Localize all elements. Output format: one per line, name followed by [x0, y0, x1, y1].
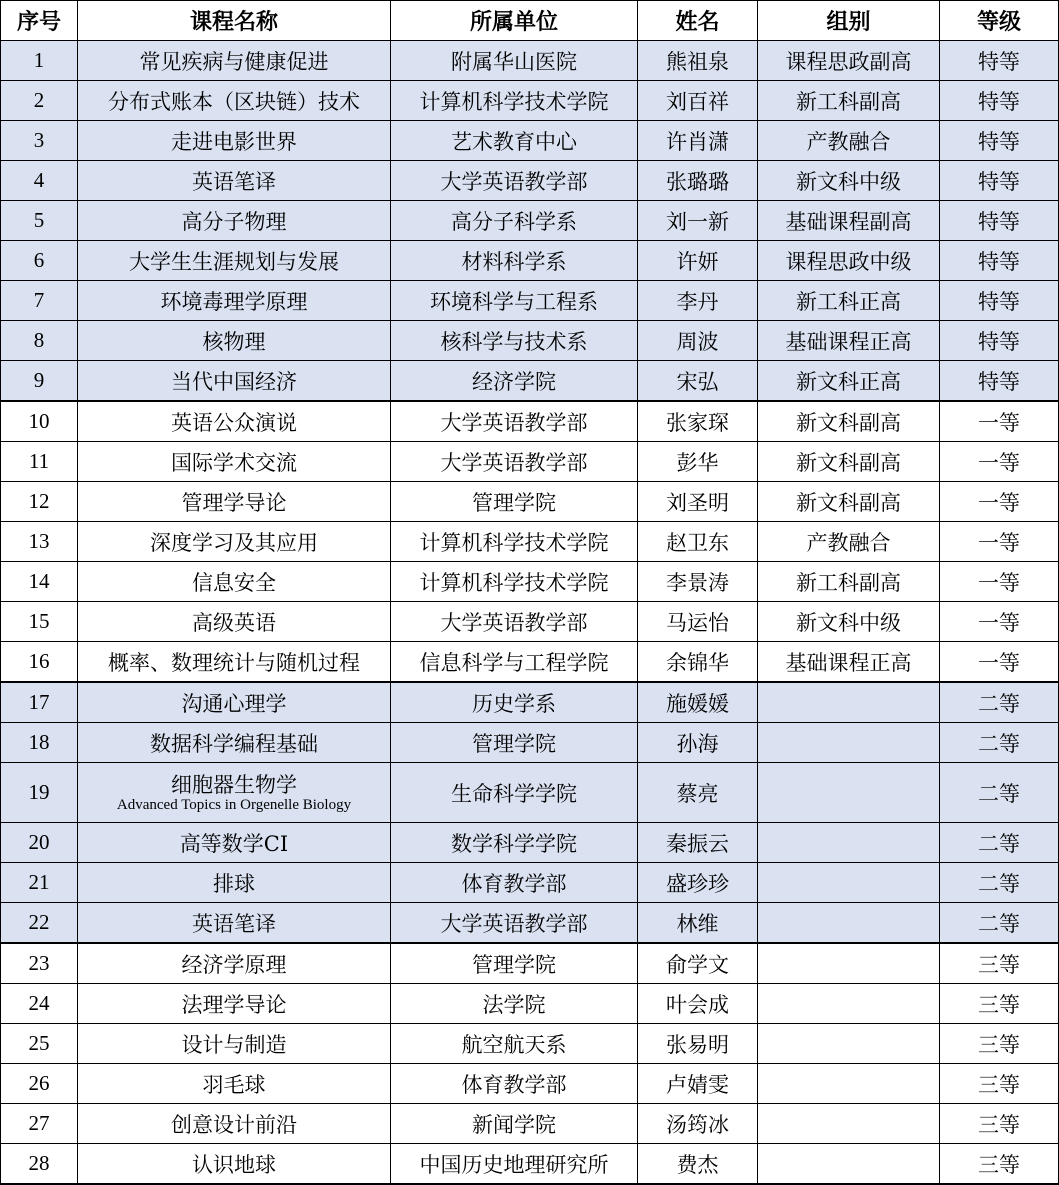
table-row	[1, 562, 1059, 602]
cell-no: 21	[1, 863, 78, 903]
cell-unit: 管理学院	[391, 723, 638, 763]
cell-course: 分布式账本（区块链）技术	[78, 81, 391, 121]
table-row	[1, 201, 1059, 241]
cell-level: 一等	[940, 642, 1059, 683]
cell-unit: 核科学与技术系	[391, 321, 638, 361]
cell-no: 25	[1, 1024, 78, 1064]
cell-name: 俞学文	[638, 943, 758, 984]
cell-level: 特等	[940, 321, 1059, 361]
cell-group: 新工科副高	[758, 562, 940, 602]
cell-course: 核物理	[78, 321, 391, 361]
cell-name: 叶会成	[638, 984, 758, 1024]
cell-unit: 中国历史地理研究所	[391, 1144, 638, 1185]
cell-name: 施媛媛	[638, 682, 758, 723]
cell-level: 三等	[940, 984, 1059, 1024]
cell-course: 设计与制造	[78, 1024, 391, 1064]
cell-course: 走进电影世界	[78, 121, 391, 161]
cell-level: 三等	[940, 943, 1059, 984]
cell-name: 林维	[638, 903, 758, 944]
cell-group	[758, 682, 940, 723]
cell-group	[758, 984, 940, 1024]
table-row	[1, 241, 1059, 281]
cell-unit: 信息科学与工程学院	[391, 642, 638, 683]
header-unit: 所属单位	[391, 1, 638, 41]
cell-course: 认识地球	[78, 1144, 391, 1185]
cell-name: 刘圣明	[638, 482, 758, 522]
table-body	[1, 41, 1059, 1185]
cell-no: 12	[1, 482, 78, 522]
cell-no: 9	[1, 361, 78, 402]
cell-level: 三等	[940, 1144, 1059, 1185]
cell-unit: 艺术教育中心	[391, 121, 638, 161]
cell-level: 特等	[940, 281, 1059, 321]
cell-unit: 体育教学部	[391, 1064, 638, 1104]
cell-group	[758, 943, 940, 984]
cell-name: 李景涛	[638, 562, 758, 602]
cell-name: 张家琛	[638, 401, 758, 442]
course-title-en: Advanced Topics in Orgenelle Biology	[116, 796, 352, 813]
cell-name: 彭华	[638, 442, 758, 482]
table-row	[1, 682, 1059, 723]
table-row	[1, 321, 1059, 361]
cell-no: 11	[1, 442, 78, 482]
cell-level: 特等	[940, 41, 1059, 81]
cell-name: 盛珍珍	[638, 863, 758, 903]
cell-no: 3	[1, 121, 78, 161]
table-row	[1, 823, 1059, 863]
cell-course: 高分子物理	[78, 201, 391, 241]
cell-name: 张璐璐	[638, 161, 758, 201]
cell-name: 宋弘	[638, 361, 758, 402]
cell-group: 新文科副高	[758, 401, 940, 442]
cell-group	[758, 723, 940, 763]
table-row	[1, 121, 1059, 161]
cell-course: 高等数学CI	[78, 823, 391, 863]
cell-group	[758, 863, 940, 903]
cell-group: 基础课程副高	[758, 201, 940, 241]
cell-no: 5	[1, 201, 78, 241]
table-row	[1, 161, 1059, 201]
cell-unit: 高分子科学系	[391, 201, 638, 241]
cell-course: 数据科学编程基础	[78, 723, 391, 763]
cell-course: 当代中国经济	[78, 361, 391, 402]
cell-no: 24	[1, 984, 78, 1024]
header-name: 姓名	[638, 1, 758, 41]
cell-level: 一等	[940, 522, 1059, 562]
table-row	[1, 602, 1059, 642]
table-row	[1, 642, 1059, 683]
header-no: 序号	[1, 1, 78, 41]
cell-group: 新工科正高	[758, 281, 940, 321]
table-row	[1, 1104, 1059, 1144]
cell-level: 特等	[940, 121, 1059, 161]
cell-name: 刘百祥	[638, 81, 758, 121]
cell-course: 羽毛球	[78, 1064, 391, 1104]
cell-level: 特等	[940, 161, 1059, 201]
cell-level: 三等	[940, 1024, 1059, 1064]
table-row	[1, 943, 1059, 984]
cell-level: 一等	[940, 401, 1059, 442]
cell-level: 二等	[940, 823, 1059, 863]
cell-group	[758, 1064, 940, 1104]
cell-no: 27	[1, 1104, 78, 1144]
cell-name: 许妍	[638, 241, 758, 281]
cell-name: 蔡亮	[638, 763, 758, 823]
header-group: 组别	[758, 1, 940, 41]
table-header	[1, 1, 1059, 41]
cell-unit: 管理学院	[391, 943, 638, 984]
cell-group: 基础课程正高	[758, 642, 940, 683]
cell-no: 14	[1, 562, 78, 602]
table-row	[1, 1144, 1059, 1185]
cell-level: 二等	[940, 863, 1059, 903]
cell-group	[758, 763, 940, 823]
cell-group: 课程思政中级	[758, 241, 940, 281]
cell-level: 三等	[940, 1104, 1059, 1144]
cell-course: 信息安全	[78, 562, 391, 602]
cell-no: 15	[1, 602, 78, 642]
cell-unit: 计算机科学技术学院	[391, 522, 638, 562]
cell-unit: 管理学院	[391, 482, 638, 522]
cell-unit: 计算机科学技术学院	[391, 81, 638, 121]
cell-unit: 体育教学部	[391, 863, 638, 903]
cell-no: 19	[1, 763, 78, 823]
cell-group: 产教融合	[758, 121, 940, 161]
cell-course: 英语笔译	[78, 161, 391, 201]
cell-name: 张易明	[638, 1024, 758, 1064]
cell-unit: 附属华山医院	[391, 41, 638, 81]
table-row	[1, 41, 1059, 81]
cell-name: 秦振云	[638, 823, 758, 863]
cell-name: 卢婧雯	[638, 1064, 758, 1104]
cell-no: 8	[1, 321, 78, 361]
header-row	[1, 1, 1059, 41]
cell-unit: 航空航天系	[391, 1024, 638, 1064]
table-row	[1, 522, 1059, 562]
table-row	[1, 1024, 1059, 1064]
cell-group: 新文科副高	[758, 442, 940, 482]
cell-group: 新文科副高	[758, 482, 940, 522]
cell-course: 概率、数理统计与随机过程	[78, 642, 391, 683]
cell-unit: 法学院	[391, 984, 638, 1024]
table-row	[1, 81, 1059, 121]
cell-no: 22	[1, 903, 78, 944]
cell-level: 二等	[940, 903, 1059, 944]
cell-name: 许肖潇	[638, 121, 758, 161]
header-course: 课程名称	[78, 1, 391, 41]
cell-group	[758, 1024, 940, 1064]
cell-level: 二等	[940, 763, 1059, 823]
cell-no: 18	[1, 723, 78, 763]
cell-level: 二等	[940, 723, 1059, 763]
cell-no: 20	[1, 823, 78, 863]
cell-unit: 生命科学学院	[391, 763, 638, 823]
course-title: 细胞器生物学	[171, 772, 297, 797]
cell-course: 管理学导论	[78, 482, 391, 522]
cell-unit: 大学英语教学部	[391, 442, 638, 482]
table-row	[1, 984, 1059, 1024]
table-row	[1, 442, 1059, 482]
cell-name: 汤筠冰	[638, 1104, 758, 1144]
cell-name: 马运怡	[638, 602, 758, 642]
table-row	[1, 723, 1059, 763]
table-row	[1, 863, 1059, 903]
cell-unit: 大学英语教学部	[391, 401, 638, 442]
cell-course: 经济学原理	[78, 943, 391, 984]
cell-unit: 新闻学院	[391, 1104, 638, 1144]
cell-no: 28	[1, 1144, 78, 1185]
cell-no: 13	[1, 522, 78, 562]
cell-unit: 数学科学学院	[391, 823, 638, 863]
cell-course: 英语公众演说	[78, 401, 391, 442]
cell-name: 刘一新	[638, 201, 758, 241]
cell-course: 国际学术交流	[78, 442, 391, 482]
cell-name: 熊祖泉	[638, 41, 758, 81]
cell-course: 英语笔译	[78, 903, 391, 944]
cell-unit: 大学英语教学部	[391, 903, 638, 944]
cell-group	[758, 823, 940, 863]
table-row	[1, 903, 1059, 944]
table-row	[1, 401, 1059, 442]
table-row	[1, 1064, 1059, 1104]
cell-no: 23	[1, 943, 78, 984]
cell-unit: 历史学系	[391, 682, 638, 723]
cell-group: 新工科副高	[758, 81, 940, 121]
cell-no: 1	[1, 41, 78, 81]
cell-group: 产教融合	[758, 522, 940, 562]
cell-unit: 环境科学与工程系	[391, 281, 638, 321]
table-row	[1, 281, 1059, 321]
cell-no: 2	[1, 81, 78, 121]
table-row	[1, 482, 1059, 522]
cell-group	[758, 903, 940, 944]
table-row	[1, 361, 1059, 402]
cell-group: 新文科正高	[758, 361, 940, 402]
cell-no: 6	[1, 241, 78, 281]
cell-course: 创意设计前沿	[78, 1104, 391, 1144]
cell-no: 7	[1, 281, 78, 321]
cell-unit: 大学英语教学部	[391, 602, 638, 642]
cell-unit: 材料科学系	[391, 241, 638, 281]
cell-name: 赵卫东	[638, 522, 758, 562]
cell-course: 排球	[78, 863, 391, 903]
cell-group: 基础课程正高	[758, 321, 940, 361]
cell-level: 三等	[940, 1064, 1059, 1104]
cell-no: 17	[1, 682, 78, 723]
cell-group: 新文科中级	[758, 161, 940, 201]
cell-course: 大学生生涯规划与发展	[78, 241, 391, 281]
cell-course: 环境毒理学原理	[78, 281, 391, 321]
cell-name: 余锦华	[638, 642, 758, 683]
cell-unit: 大学英语教学部	[391, 161, 638, 201]
cell-group: 新文科中级	[758, 602, 940, 642]
cell-no: 26	[1, 1064, 78, 1104]
cell-level: 二等	[940, 682, 1059, 723]
cell-level: 一等	[940, 442, 1059, 482]
cell-course: 深度学习及其应用	[78, 522, 391, 562]
cell-level: 特等	[940, 81, 1059, 121]
cell-no: 4	[1, 161, 78, 201]
cell-course: 常见疾病与健康促进	[78, 41, 391, 81]
cell-unit: 经济学院	[391, 361, 638, 402]
cell-group	[758, 1104, 940, 1144]
cell-no: 16	[1, 642, 78, 683]
cell-unit: 计算机科学技术学院	[391, 562, 638, 602]
cell-group	[758, 1144, 940, 1185]
cell-name: 李丹	[638, 281, 758, 321]
cell-level: 一等	[940, 482, 1059, 522]
cell-level: 一等	[940, 562, 1059, 602]
cell-course	[78, 763, 391, 823]
cell-level: 特等	[940, 241, 1059, 281]
cell-no: 10	[1, 401, 78, 442]
table-row	[1, 763, 1059, 823]
header-level: 等级	[940, 1, 1059, 41]
cell-name: 孙海	[638, 723, 758, 763]
cell-group: 课程思政副高	[758, 41, 940, 81]
cell-level: 特等	[940, 201, 1059, 241]
cell-level: 特等	[940, 361, 1059, 402]
cell-course: 高级英语	[78, 602, 391, 642]
cell-course: 沟通心理学	[78, 682, 391, 723]
cell-name: 费杰	[638, 1144, 758, 1185]
cell-name: 周波	[638, 321, 758, 361]
cell-level: 一等	[940, 602, 1059, 642]
cell-course: 法理学导论	[78, 984, 391, 1024]
